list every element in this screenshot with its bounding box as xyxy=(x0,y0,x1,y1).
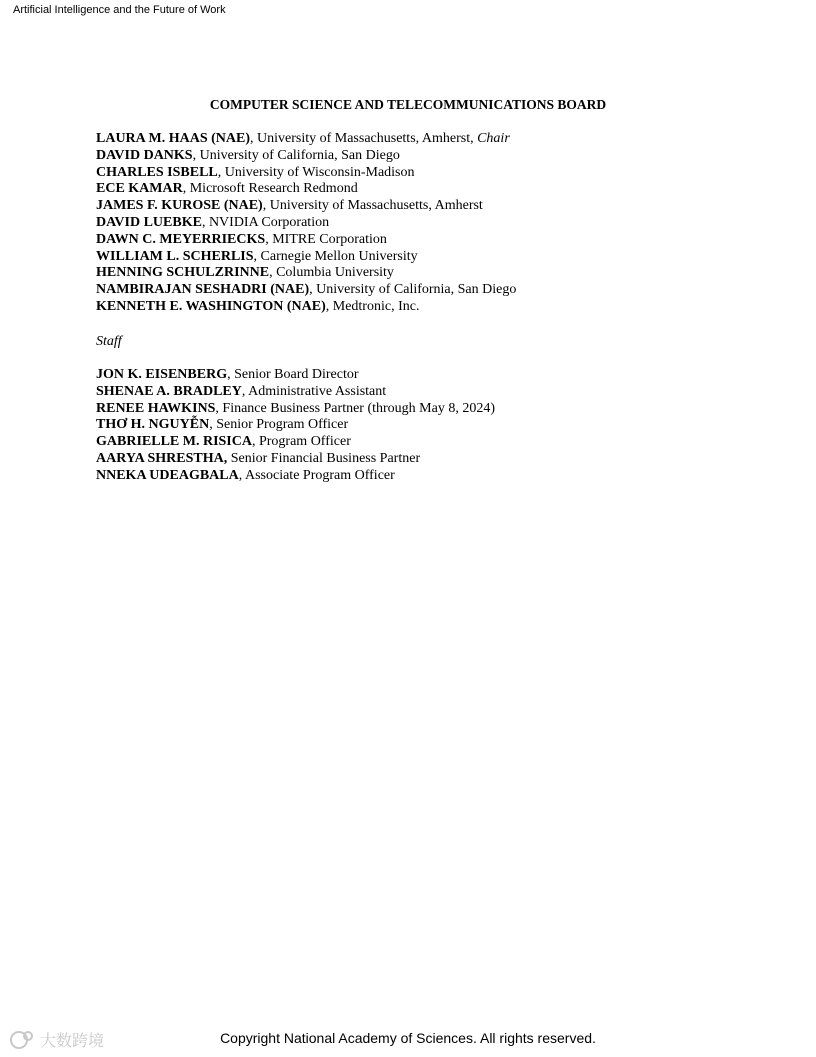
staff-title: , Senior Board Director xyxy=(227,367,359,382)
staff-list xyxy=(96,367,495,485)
member-affiliation: , MITRE Corporation xyxy=(265,231,387,247)
list-item xyxy=(96,468,495,485)
list-item xyxy=(96,232,516,249)
list-item xyxy=(96,215,516,232)
member-role: Chair xyxy=(477,131,510,146)
list-item xyxy=(96,299,516,316)
member-affiliation: , University of Massachusetts, Amherst, xyxy=(250,131,478,146)
member-affiliation: , Columbia University xyxy=(269,265,394,281)
staff-heading: Staff xyxy=(96,334,122,349)
staff-title: , Administrative Assistant xyxy=(241,383,387,399)
list-item xyxy=(96,451,495,468)
member-name: JAMES F. KUROSE (NAE) xyxy=(96,198,263,214)
member-affiliation: , NVIDIA Corporation xyxy=(201,214,330,230)
list-item xyxy=(96,148,516,165)
staff-name: SHENAE A. BRADLEY xyxy=(96,383,242,399)
running-header: Artificial Intelligence and the Future of Work xyxy=(13,4,226,16)
list-item xyxy=(96,265,516,282)
staff-title: , Finance Business Partner (through May 8, 2024) xyxy=(215,400,495,416)
list-item xyxy=(96,384,495,401)
member-name: CHARLES ISBELL xyxy=(96,164,218,180)
staff-title: , Program Officer xyxy=(251,434,351,450)
staff-name: RENEE HAWKINS xyxy=(96,400,216,416)
member-affiliation: , University of California, San Diego xyxy=(192,147,400,163)
member-affiliation: , University of Massachusetts, Amherst xyxy=(262,198,483,214)
list-item xyxy=(96,282,516,299)
footer-copyright: Copyright National Academy of Sciences. All rights reserved. xyxy=(220,1030,596,1046)
list-item xyxy=(96,181,516,198)
member-affiliation: , University of California, San Diego xyxy=(309,282,517,298)
member-name: WILLIAM L. SCHERLIS xyxy=(96,248,254,264)
staff-name: GABRIELLE M. RISICA xyxy=(96,434,252,450)
list-item xyxy=(96,367,495,384)
member-name: KENNETH E. WASHINGTON (NAE) xyxy=(96,298,326,314)
list-item xyxy=(96,131,516,148)
staff-name: AARYA SHRESTHA, xyxy=(96,450,228,466)
staff-title: Senior Financial Business Partner xyxy=(227,450,421,466)
list-item xyxy=(96,249,516,266)
member-affiliation: , Microsoft Research Redmond xyxy=(182,181,358,197)
member-name: NAMBIRAJAN SESHADRI (NAE) xyxy=(96,282,310,298)
staff-name: NNEKA UDEAGBALA xyxy=(96,467,239,483)
member-affiliation: , Carnegie Mellon University xyxy=(253,248,418,264)
staff-title: , Associate Program Officer xyxy=(238,467,395,483)
watermark-text: 大数跨境 xyxy=(40,1031,105,1050)
member-name: DAVID LUEBKE xyxy=(96,214,202,230)
list-item xyxy=(96,417,495,434)
member-affiliation: , University of Wisconsin-Madison xyxy=(217,164,415,180)
staff-name: JON K. EISENBERG xyxy=(96,367,228,382)
staff-title: , Senior Program Officer xyxy=(209,417,349,433)
list-item xyxy=(96,434,495,451)
board-title: COMPUTER SCIENCE AND TELECOMMUNICATIONS BOARD xyxy=(209,97,607,112)
staff-name: THƠ H. NGUYỄN xyxy=(96,417,210,433)
member-name: DAWN C. MEYERRIECKS xyxy=(96,231,266,247)
board-member-list xyxy=(96,131,516,316)
member-affiliation: , Medtronic, Inc. xyxy=(325,298,420,314)
member-name: HENNING SCHULZRINNE xyxy=(96,265,270,281)
list-item xyxy=(96,165,516,182)
member-name: LAURA M. HAAS (NAE) xyxy=(96,131,250,146)
list-item xyxy=(96,401,495,418)
member-name: ECE KAMAR xyxy=(96,181,183,197)
member-name: DAVID DANKS xyxy=(96,147,193,163)
list-item xyxy=(96,198,516,215)
